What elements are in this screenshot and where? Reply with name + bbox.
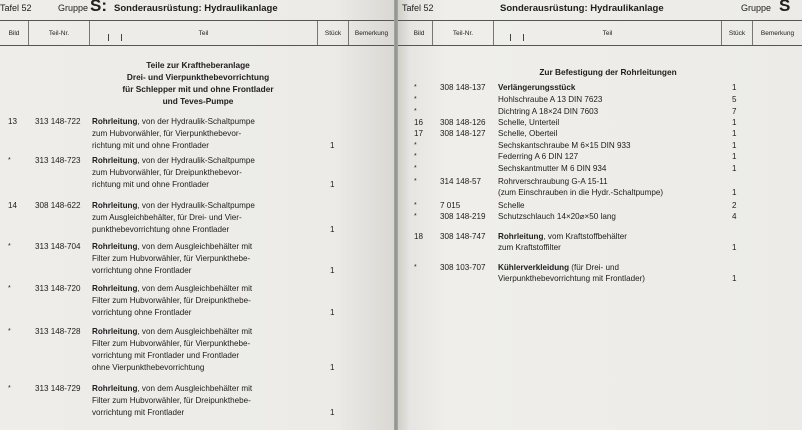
description-line: Verlängerungsstück (498, 83, 576, 92)
col-bemerkung: Bemerkung (760, 29, 795, 37)
teil-nr-cell: 308 103-707 (440, 263, 486, 272)
stueck-cell: 7 (732, 107, 737, 116)
bild-cell: * (8, 328, 11, 335)
stueck-cell: 1 (330, 308, 335, 317)
description-line: vorrichtung ohne Frontlader (92, 308, 192, 317)
col-bild: Bild (406, 21, 433, 45)
stueck-cell: 1 (732, 83, 737, 92)
col-stueck: Stück (318, 21, 349, 45)
bild-cell: * (414, 108, 417, 115)
col-teil: Teil (90, 21, 318, 45)
bild-cell: * (414, 96, 417, 103)
teil-description (498, 128, 557, 139)
description-line: zum Hubvorwähler, für Vierpunkthebevor- (92, 129, 242, 138)
teil-nr-cell: 308 148-126 (440, 118, 486, 127)
section-line: Teile zur Kraftheberanlage (146, 60, 250, 70)
teil-nr-cell: 313 148-723 (35, 156, 81, 165)
tafel-label: Tafel 52 (402, 3, 434, 13)
stueck-cell: 1 (330, 266, 335, 275)
teil-nr-cell: 308 148-747 (440, 232, 486, 241)
bild-cell: * (8, 157, 11, 164)
teil-description (498, 231, 627, 254)
col-stueck: Stück (722, 21, 753, 45)
bild-cell: * (414, 178, 417, 185)
description-line: vorrichtung mit Frontlader und Frontlader (92, 351, 240, 360)
description-line: Filter zum Hubvorwähler, für Dreipunkthebe- (92, 396, 251, 405)
col-bemerkung: Bemerkung (354, 29, 389, 37)
column-tick (108, 34, 109, 41)
description-line: Rohrleitung, von der Hydraulik-Schaltpumpe (92, 117, 255, 126)
stueck-cell: 1 (330, 180, 335, 189)
description-line: Filter zum Hubvorwähler, für Vierpunkthebe- (92, 254, 251, 263)
teil-nr-cell: 313 148-729 (35, 384, 81, 393)
right-page-header (398, 0, 802, 18)
bild-cell: * (414, 213, 417, 220)
stueck-cell: 4 (732, 212, 737, 221)
bild-cell: * (8, 385, 11, 392)
description-line: Dichtring A 18×24 DIN 7603 (498, 107, 599, 116)
description-line: Rohrverschraubung G-A 15-11 (498, 177, 608, 186)
bild-cell: 13 (8, 117, 18, 126)
bild-cell: 18 (414, 232, 424, 241)
column-tick (121, 34, 122, 41)
stueck-cell: 1 (732, 274, 737, 284)
bild-cell: * (414, 202, 417, 209)
stueck-cell: 1 (330, 408, 335, 417)
page-title: Sonderausrüstung: Hydraulikanlage (500, 3, 664, 14)
description-line: punkthebevorrichtung ohne Frontlader (92, 225, 230, 234)
teil-description (92, 241, 252, 277)
col-teil-nr: Teil-Nr. (433, 21, 494, 45)
stueck-cell: 1 (732, 243, 737, 253)
teil-nr-cell: 313 148-704 (35, 242, 81, 251)
bild-cell: * (414, 142, 417, 149)
col-teil: Teil (494, 21, 722, 45)
teil-description (498, 200, 525, 211)
description-line: Rohrleitung, von dem Ausgleichbehälter mit (92, 284, 253, 293)
description-line: ohne Vierpunkthebevorrichtung (92, 363, 205, 372)
stueck-cell: 5 (732, 95, 737, 104)
col-teil-nr: Teil-Nr. (29, 21, 90, 45)
bild-cell: * (414, 84, 417, 91)
teil-description (92, 116, 255, 152)
description-line: Schelle, Unterteil (498, 118, 560, 127)
description-line: Rohrleitung, von der Hydraulik-Schaltpumpe (92, 201, 255, 210)
teil-description (92, 283, 252, 319)
stueck-cell: 1 (732, 129, 737, 138)
teil-description (92, 383, 252, 419)
tafel-label: Tafel 52 (0, 3, 32, 13)
col-bild: Bild (0, 21, 29, 45)
teil-description (498, 82, 575, 93)
description-line: richtung mit und ohne Frontlader (92, 180, 209, 189)
teil-nr-cell: 308 148-622 (35, 201, 81, 210)
column-header-row (0, 20, 394, 46)
gruppe-label: Gruppe (58, 3, 89, 13)
description-line: Filter zum Hubvorwähler, für Dreipunkthebe- (92, 296, 251, 305)
teil-nr-cell: 308 148-127 (440, 129, 486, 138)
bild-cell: * (8, 243, 11, 250)
right-page (398, 0, 802, 430)
description-line: Hohlschraube A 13 DIN 7623 (498, 95, 603, 104)
left-page (0, 0, 394, 430)
description-line: (zum Einschrauben in die Hydr.-Schaltpumpe) (498, 188, 664, 198)
description-line: Schelle (498, 201, 525, 210)
teil-description (92, 155, 255, 191)
bild-cell: * (414, 165, 417, 172)
description-line: Sechskantschraube M 6×15 DIN 933 (498, 141, 631, 150)
stueck-cell: 1 (330, 141, 335, 150)
page-title: Sonderausrüstung: Hydraulikanlage (114, 3, 278, 14)
section-line: Zur Befestigung der Rohrleitungen (539, 67, 677, 77)
description-line: Schutzschlauch 14×20⌀×50 lang (498, 212, 616, 221)
teil-nr-cell: 7 015 (440, 201, 461, 210)
bild-cell: * (414, 153, 417, 160)
description-line: Schelle, Oberteil (498, 129, 558, 138)
teil-description (498, 262, 645, 285)
teil-nr-cell: 313 148-722 (35, 117, 81, 126)
teil-description (498, 140, 631, 151)
teil-description (498, 94, 602, 105)
stueck-cell: 1 (732, 141, 737, 150)
stueck-cell: 1 (330, 363, 335, 372)
description-line: Rohrleitung, von der Hydraulik-Schaltpumpe (92, 156, 255, 165)
description-line: Rohrleitung, vom Kraftstoffbehälter (498, 232, 627, 241)
column-tick (510, 34, 511, 41)
teil-description (498, 117, 559, 128)
description-line: Rohrleitung, von dem Ausgleichbehälter mit (92, 327, 253, 336)
stueck-cell: 1 (732, 188, 737, 198)
description-line: vorrichtung ohne Frontlader (92, 266, 192, 275)
teil-nr-cell: 313 148-728 (35, 327, 81, 336)
gruppe-letter: S (779, 0, 791, 15)
section-line: Drei- und Vierpunkthebevorrichtung (126, 72, 270, 82)
teil-description (498, 163, 606, 174)
teil-nr-cell: 308 148-219 (440, 212, 486, 221)
teil-description (92, 200, 255, 236)
right-section-title (508, 66, 708, 78)
description-line: Kühlerverkleidung (für Drei- und (498, 263, 619, 272)
column-tick (523, 34, 524, 41)
bild-cell: * (8, 285, 11, 292)
stueck-cell: 1 (732, 152, 737, 161)
gruppe-label: Gruppe (741, 3, 772, 13)
stueck-cell: 1 (330, 225, 335, 234)
bild-cell: 16 (414, 118, 424, 127)
teil-description (498, 106, 598, 117)
bild-cell: 17 (414, 129, 424, 138)
stueck-cell: 1 (732, 118, 737, 127)
description-line: zum Ausgleichbehälter, für Drei- und Vier- (92, 213, 242, 222)
gruppe-letter: S: (90, 0, 107, 15)
section-line: und Teves-Pumpe (162, 96, 234, 106)
description-line: zum Hubvorwähler, für Dreipunkthebevor- (92, 168, 242, 177)
description-line: Filter zum Hubvorwähler, für Vierpunkthebe- (92, 339, 251, 348)
description-line: Sechskantmutter M 6 DIN 934 (498, 164, 607, 173)
teil-description (92, 326, 252, 374)
teil-description (498, 151, 578, 162)
teil-nr-cell: 308 148-137 (440, 83, 486, 92)
teil-nr-cell: 314 148-57 (440, 177, 481, 186)
bild-cell: 14 (8, 201, 18, 210)
teil-description (498, 211, 616, 222)
column-header-row (398, 20, 802, 46)
teil-description (498, 176, 663, 199)
description-line: vorrichtung mit Frontlader (92, 408, 185, 417)
stueck-cell: 1 (732, 164, 737, 173)
teil-nr-cell: 313 148-720 (35, 284, 81, 293)
description-line: Vierpunkthebevorrichtung mit Frontlader) (498, 274, 645, 284)
description-line: Rohrleitung, von dem Ausgleichbehälter mit (92, 242, 253, 251)
description-line: zum Kraftstoffilter (498, 243, 561, 253)
left-page-header (0, 0, 394, 18)
bild-cell: * (414, 264, 417, 271)
description-line: Federring A 6 DIN 127 (498, 152, 579, 161)
left-section-title (98, 59, 298, 107)
description-line: Rohrleitung, von dem Ausgleichbehälter mit (92, 384, 253, 393)
section-line: für Schlepper mit und ohne Frontlader (122, 84, 274, 94)
description-line: richtung mit und ohne Frontlader (92, 141, 209, 150)
stueck-cell: 2 (732, 201, 737, 210)
